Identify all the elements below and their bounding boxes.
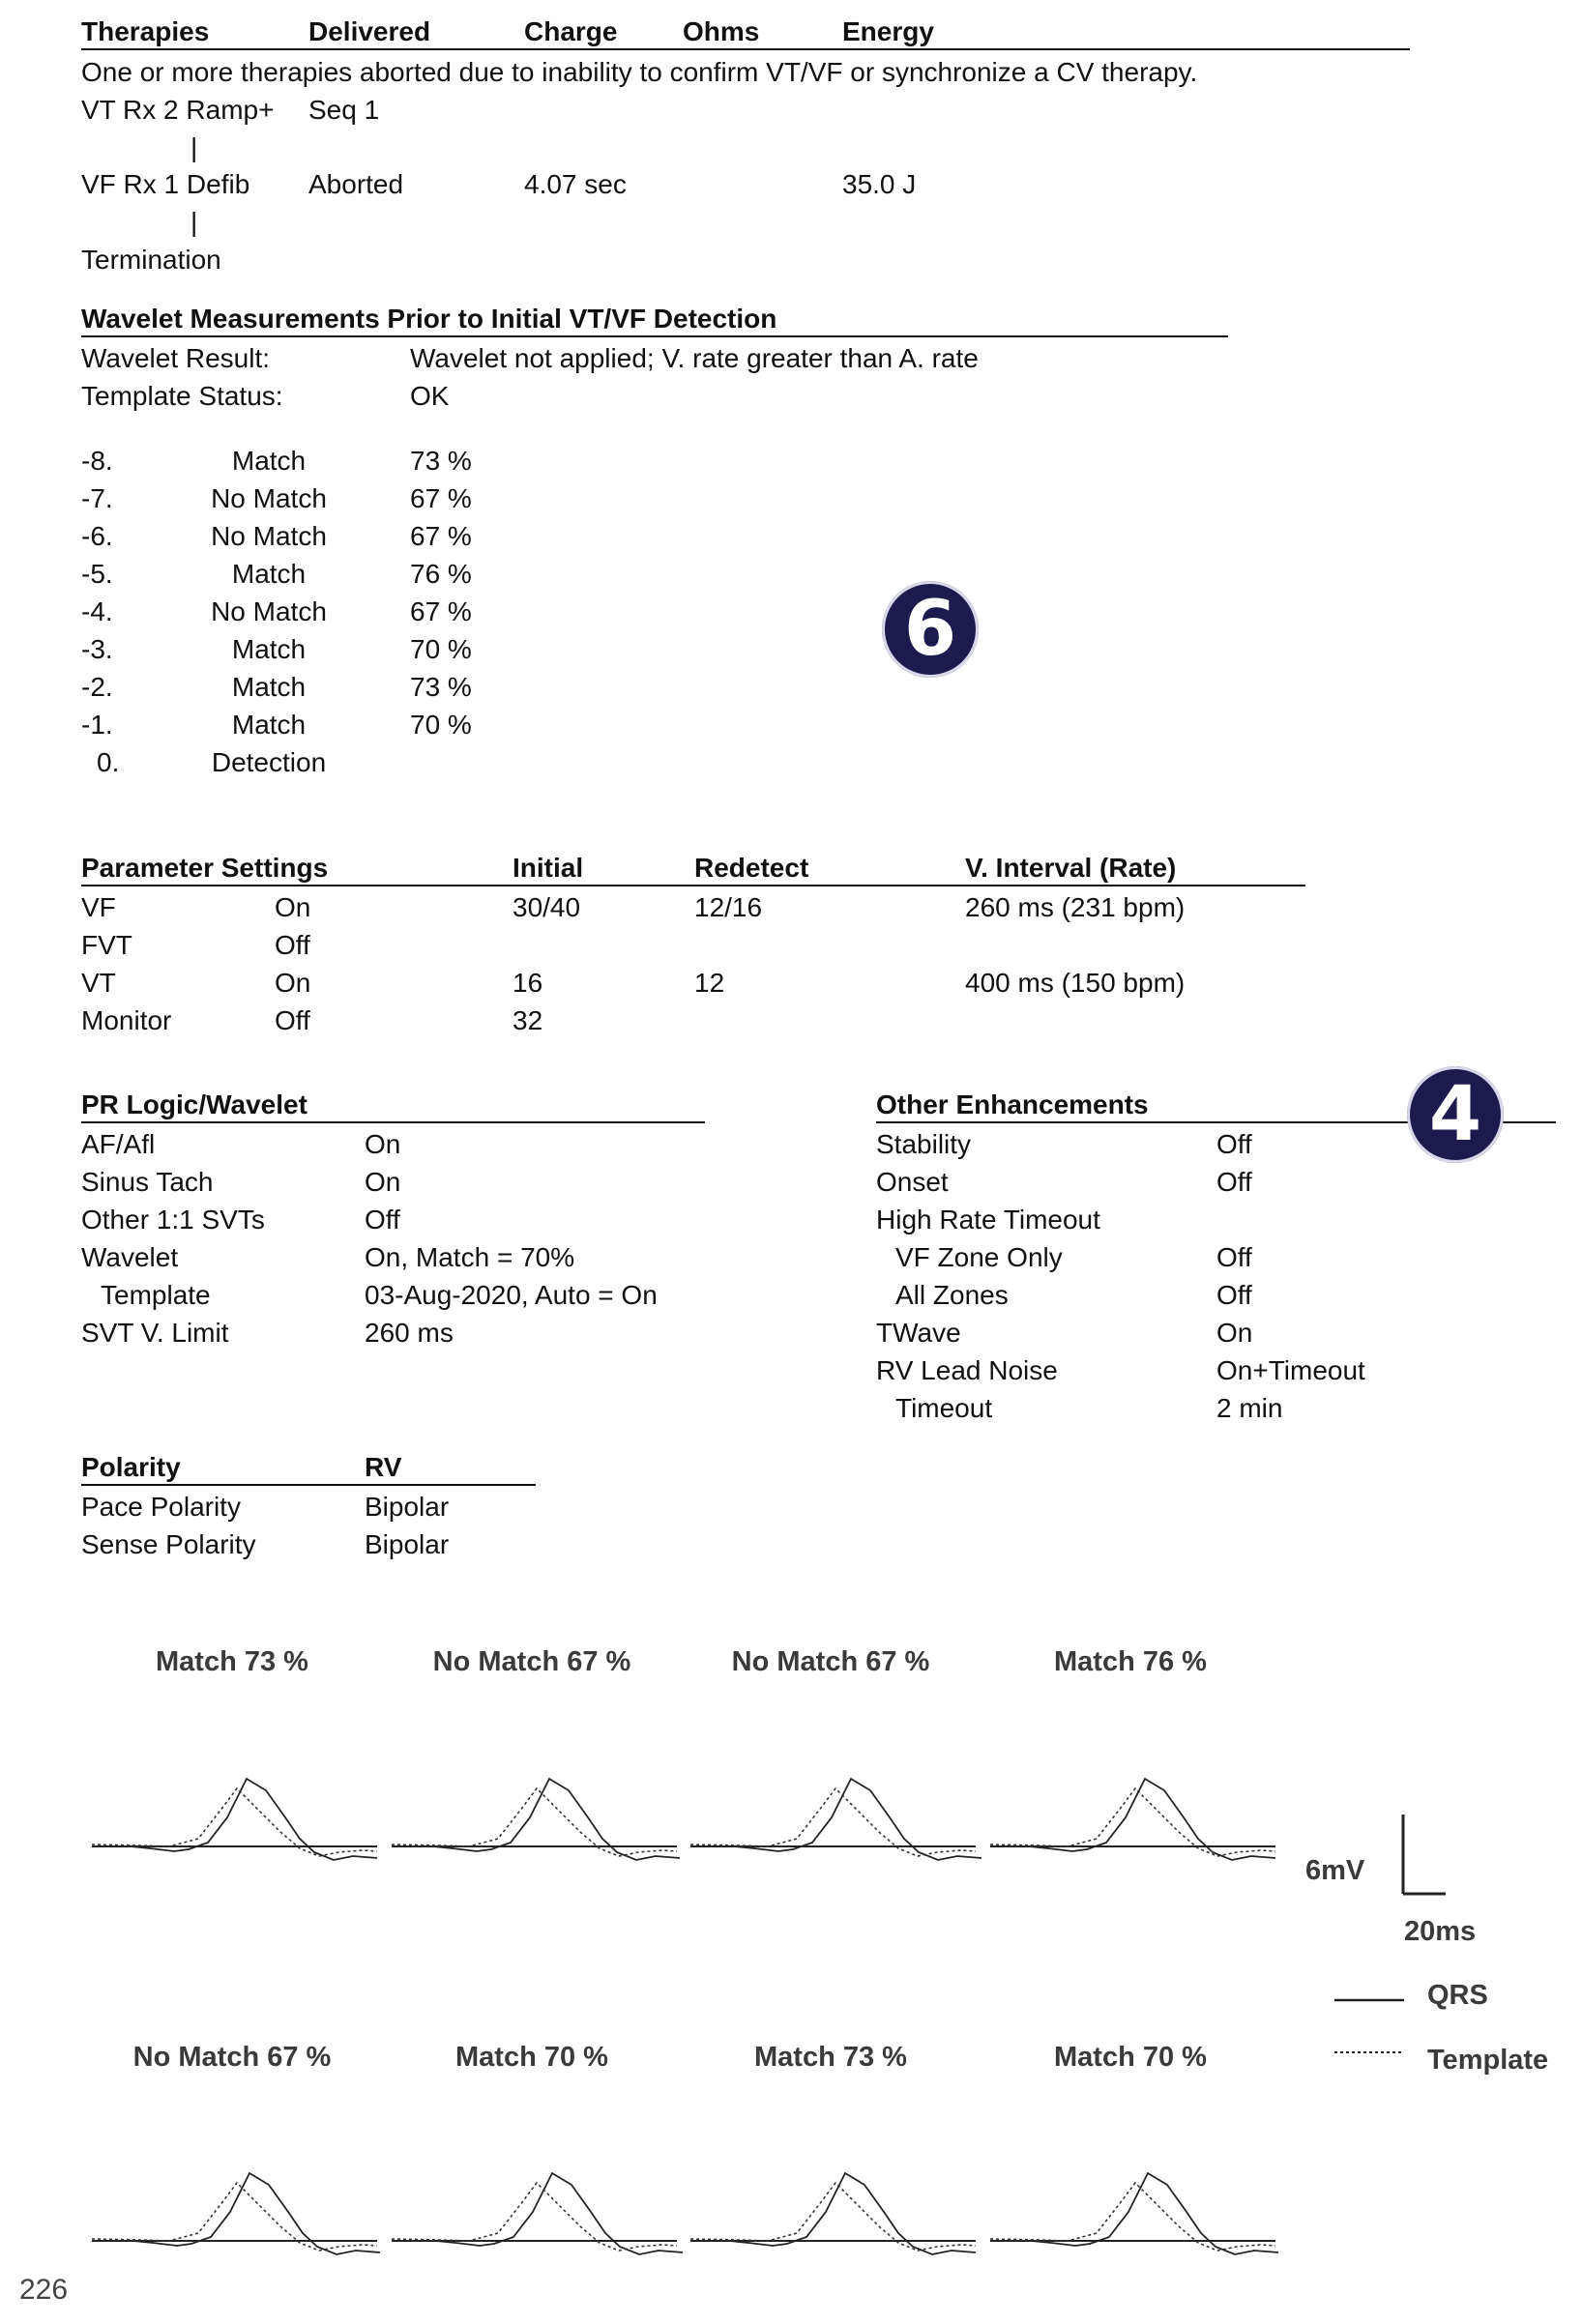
waveform-label: Match 73 % [754,2042,907,2073]
ecg-trace-icon [92,1779,377,1885]
polarity-header-title: Polarity [81,1452,181,1482]
beat-pct: 70 % [410,634,472,664]
wavelet-rule [81,335,1228,337]
therapy-row1-name: VT Rx 2 Ramp+ [81,95,275,125]
polarity-rule [81,1484,536,1486]
waveform-label: No Match 67 % [432,1646,631,1677]
pr-logic-title: PR Logic/Wavelet [81,1089,308,1119]
beat-status: No Match [211,483,327,513]
qrs-trace [993,2173,1278,2254]
qrs-trace [690,2173,976,2254]
qrs-trace [990,1779,1275,1860]
pr-logic-label: SVT V. Limit [81,1318,229,1348]
param-rule [81,885,1305,886]
param-header-interval: V. Interval (Rate) [965,853,1177,883]
template-status-label: Template Status: [81,381,283,411]
wavelet-result-label: Wavelet Result: [81,343,271,373]
therapy-row2-name: VF Rx 1 Defib [81,169,250,199]
waveform-label: Match 70 % [455,2042,608,2073]
therapies-note: One or more therapies aborted due to inability to confirm VT/VF or synchronize a CV therapy. [81,57,1198,87]
enhancement-value: Off [1216,1280,1252,1310]
beat-pct: 76 % [410,559,472,589]
qrs-trace [92,1779,377,1860]
scale-bar-icon [1392,1813,1450,1900]
param-state: On [275,892,311,922]
qrs-trace [95,2173,380,2254]
ecg-trace-icon [392,1779,677,1885]
header-delivered: Delivered [308,16,431,46]
enhancement-label: All Zones [895,1280,1009,1310]
therapy-termination: Termination [81,245,221,275]
therapy-connector-2: | [190,207,198,237]
pr-logic-value: On [365,1129,401,1159]
enhancement-value: 2 min [1216,1393,1283,1423]
pr-logic-value: 260 ms [365,1318,454,1348]
param-initial: 16 [513,968,543,998]
therapy-row1-delivered: Seq 1 [308,95,380,125]
beat-index: -5. [81,559,113,589]
enhancement-label: High Rate Timeout [876,1205,1100,1235]
ecg-trace-icon [690,2164,976,2270]
enhancement-value: On [1216,1318,1253,1348]
legend-lines-icon [1334,1995,1412,2063]
waveform-label: Match 70 % [1054,2042,1207,2073]
beat-index: -3. [81,634,113,664]
enhancement-label: Onset [876,1167,949,1197]
beat-index: -2. [81,672,113,702]
polarity-value: Bipolar [365,1529,450,1559]
param-zone: VF [81,892,116,922]
beat-index: -6. [81,521,113,551]
beat-index: 0. [97,747,120,777]
param-zone: FVT [81,930,132,960]
legend-qrs-label: QRS [1427,1980,1488,2011]
param-redetect: 12/16 [694,892,763,922]
param-state: Off [275,930,310,960]
header-charge: Charge [524,16,618,46]
ecg-trace-icon [690,1779,976,1885]
param-interval: 260 ms (231 bpm) [965,892,1186,922]
beat-status: No Match [211,521,327,551]
qrs-trace [395,1779,680,1860]
param-header-initial: Initial [513,853,584,883]
beat-index: -7. [81,483,113,513]
scale-mv-label: 6mV [1305,1855,1365,1886]
beat-index: -8. [81,446,113,476]
polarity-header-rv: RV [365,1452,402,1482]
param-header-redetect: Redetect [694,853,809,883]
beat-pct: 67 % [410,483,472,513]
param-initial: 30/40 [513,892,581,922]
wavelet-result-value: Wavelet not applied; V. rate greater than A. rate [410,343,979,373]
param-state: On [275,968,311,998]
pr-logic-value: Off [365,1205,400,1235]
enhancement-value: Off [1216,1167,1252,1197]
beat-pct: 73 % [410,446,472,476]
wavelet-title: Wavelet Measurements Prior to Initial VT/VF Detection [81,304,777,334]
therapy-row2-delivered: Aborted [308,169,404,199]
other-enhancements-title: Other Enhancements [876,1089,1149,1119]
scale-ms-label: 20ms [1404,1916,1477,1947]
waveform-label: Match 73 % [156,1646,308,1677]
beat-index: -1. [81,710,113,740]
pr-logic-label: Sinus Tach [81,1167,214,1197]
pr-logic-rule [81,1121,705,1123]
beat-status: Match [231,634,307,664]
header-therapies: Therapies [81,16,210,46]
therapy-row2-energy: 35.0 J [842,169,917,199]
beat-status: Detection [211,747,327,777]
waveform-label: No Match 67 % [132,2042,332,2073]
param-state: Off [275,1005,310,1035]
polarity-label: Sense Polarity [81,1529,256,1559]
enhancement-value: On+Timeout [1216,1355,1365,1385]
enhancement-label: RV Lead Noise [876,1355,1058,1385]
ecg-trace-icon [990,2164,1275,2270]
enhancement-value: Off [1216,1129,1252,1159]
callout-badge-6: 6 [882,581,979,678]
enhancement-value: Off [1216,1242,1252,1272]
param-initial: 32 [513,1005,543,1035]
param-zone: Monitor [81,1005,172,1035]
page-number: 226 [19,2274,69,2306]
beat-pct: 67 % [410,521,472,551]
enhancement-label: Stability [876,1129,972,1159]
pr-logic-value: 03-Aug-2020, Auto = On [365,1280,658,1310]
ecg-trace-icon [990,1779,1275,1885]
template-status-value: OK [410,381,450,411]
param-zone: VT [81,968,116,998]
pr-logic-label: Wavelet [81,1242,179,1272]
therapy-connector-1: | [190,132,198,162]
enhancement-label: VF Zone Only [895,1242,1063,1272]
pr-logic-value: On, Match = 70% [365,1242,575,1272]
enhancement-label: TWave [876,1318,961,1348]
polarity-label: Pace Polarity [81,1492,241,1522]
param-header-title: Parameter Settings [81,853,329,883]
callout-badge-4: 4 [1407,1066,1504,1163]
enhancement-label: Timeout [895,1393,993,1423]
beat-status: Match [231,672,307,702]
polarity-value: Bipolar [365,1492,450,1522]
legend-template-label: Template [1427,2045,1549,2076]
waveform-label: No Match 67 % [731,1646,930,1677]
waveform-label: Match 76 % [1054,1646,1207,1677]
pr-logic-label: Template [101,1280,211,1310]
beat-index: -4. [81,596,113,626]
beat-status: Match [231,446,307,476]
ecg-trace-icon [92,2164,377,2270]
pr-logic-value: On [365,1167,401,1197]
ecg-trace-icon [392,2164,677,2270]
beat-pct: 67 % [410,596,472,626]
therapies-rule [81,48,1410,50]
beat-status: Match [231,559,307,589]
param-interval: 400 ms (150 bpm) [965,968,1186,998]
beat-status: No Match [211,596,327,626]
therapy-row2-charge: 4.07 sec [524,169,627,199]
pr-logic-label: AF/Afl [81,1129,156,1159]
beat-status: Match [231,710,307,740]
header-energy: Energy [842,16,934,46]
header-ohms: Ohms [683,16,760,46]
beat-pct: 73 % [410,672,472,702]
param-redetect: 12 [694,968,725,998]
beat-pct: 70 % [410,710,472,740]
pr-logic-label: Other 1:1 SVTs [81,1205,265,1235]
